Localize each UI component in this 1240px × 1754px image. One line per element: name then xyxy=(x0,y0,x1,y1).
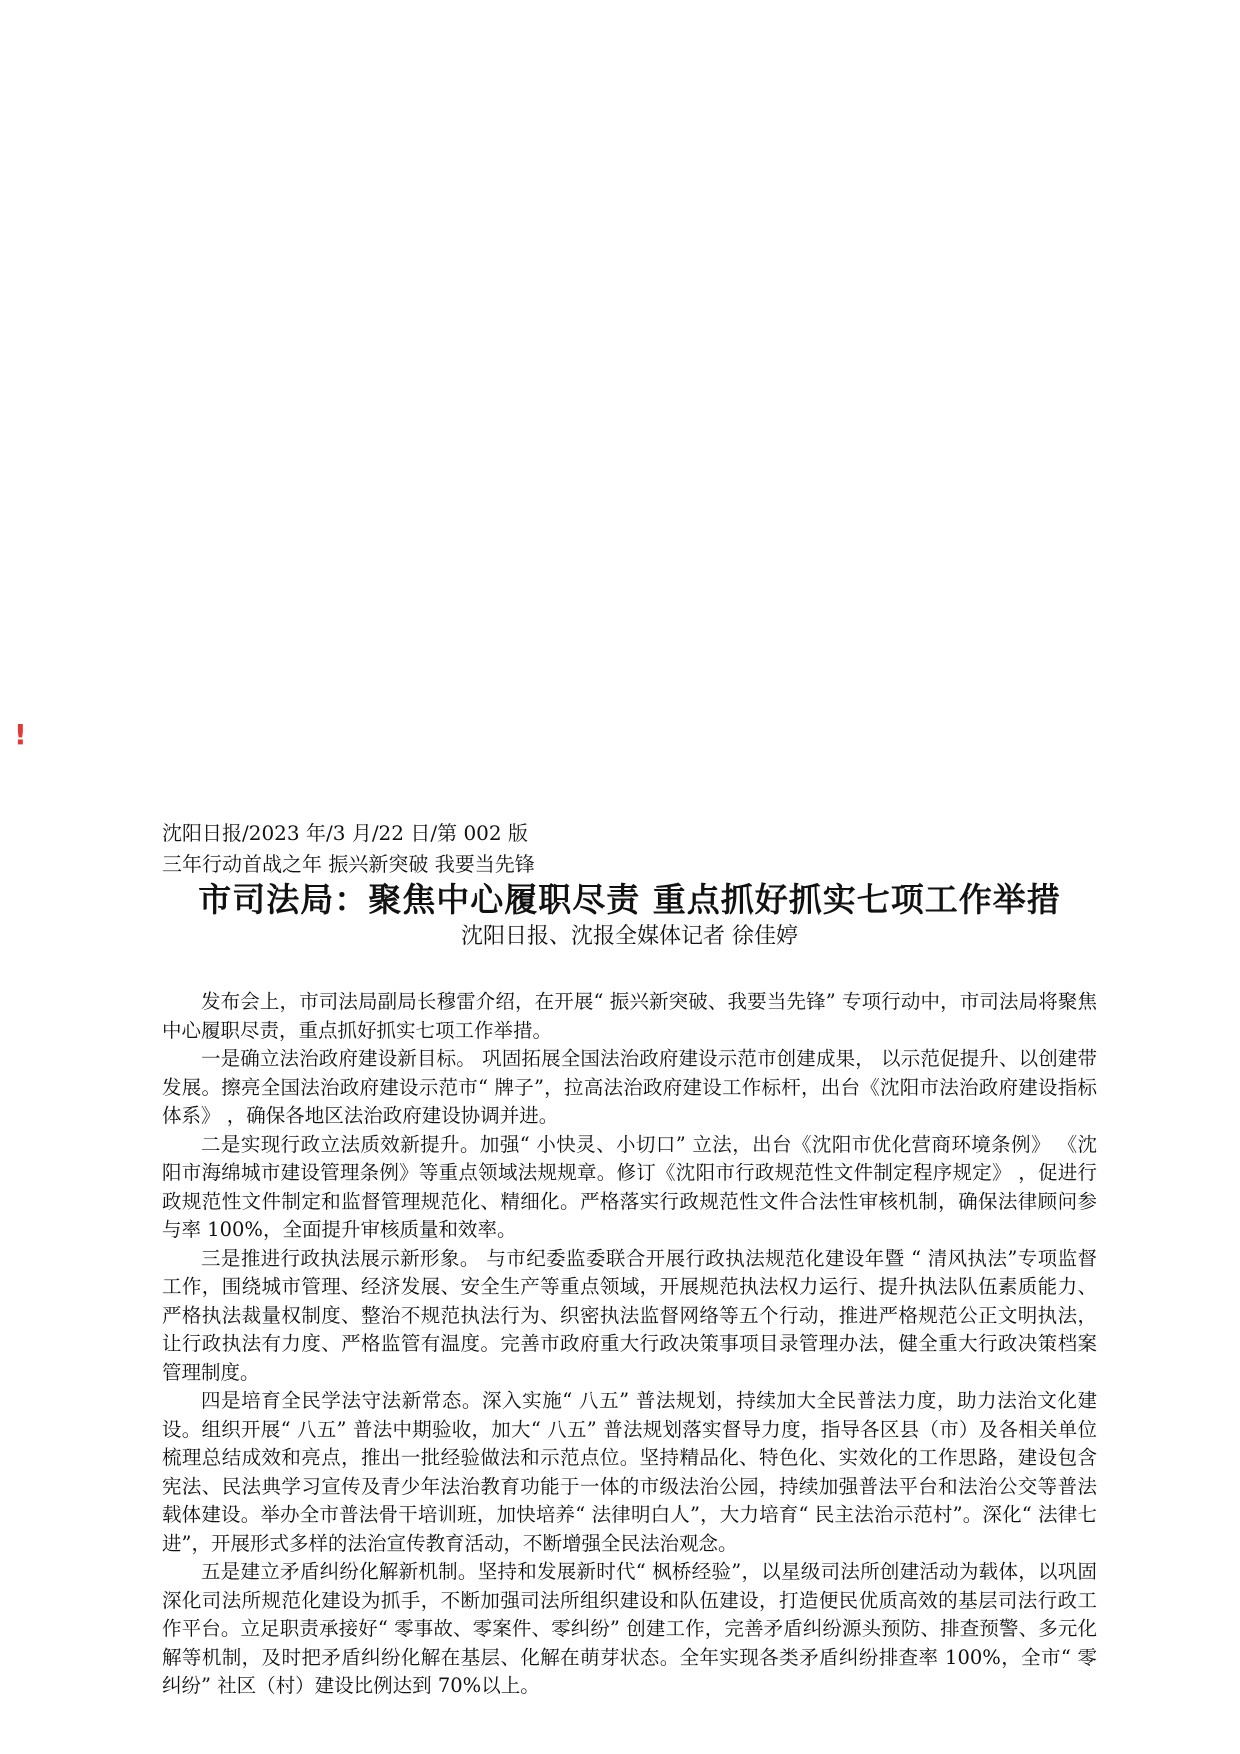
red-exclamation-mark: ! xyxy=(14,718,27,751)
paragraph-intro: 发布会上，市司法局副局长穆雷介绍，在开展“ 振兴新突破、我要当先锋” 专项行动中，市司法局将聚焦中心履职尽责，重点抓好抓实七项工作举措。 xyxy=(162,990,1097,1042)
paragraph-1: 一是确立法治政府建设新目标。 巩固拓展全国法治政府建设示范市创建成果， 以示范促提升、以创建带发展。擦亮全国法治政府建设示范市“ 牌子”，拉高法治政府建设工作标杆，出台《沈阳市法治政府建设指标体系》 ，确保各地区法治政府建设协调并进。 xyxy=(162,1047,1097,1127)
paragraph-5: 五是建立矛盾纠纷化解新机制。坚持和发展新时代“ 枫桥经验”，以星级司法所创建活动为载体，以巩固深化司法所规范化建设为抓手，不断加强司法所组织建设和队伍建设，打造便民优质高效的基层司法行政工作平台。立足职责承接好“ 零事故、零案件、零纠纷” 创建工作，完善矛盾纠纷源头预防、排查预警、多元化解等机制，及时把矛盾纠纷化解在基层、化解在萌芽状态。全年实现各类矛盾纠纷排查率 100%，全市“ 零纠纷” 社区（村）建设比例达到 70%以上。 xyxy=(162,1560,1097,1697)
article xyxy=(162,818,1097,1701)
paragraph-4: 四是培育全民学法守法新常态。深入实施“ 八五” 普法规划，持续加大全民普法力度，助力法治文化建设。组织开展“ 八五” 普法中期验收，加大“ 八五” 普法规划落实督导力度，指导各区县（市）及各相关单位梳理总结成效和亮点，推出一批经验做法和示范点位。坚持精品化、特色化、实效化的工作思路，建设包含宪法、民法典学习宣传及青少年法治教育功能于一体的市级法治公园，持续加强普法平台和法治公交等普法载体建设。举办全市普法骨干培训班，加快培养“ 法律明白人”，大力培育“ 民主法治示范村”。深化“ 法律七进”，开展形式多样的法治宣传教育活动，不断增强全民法治观念。 xyxy=(162,1389,1097,1555)
paragraph-2: 二是实现行政立法质效新提升。加强“ 小快灵、小切口” 立法，出台《沈阳市优化营商环境条例》 《沈阳市海绵城市建设管理条例》等重点领域法规规章。修订《沈阳市行政规范性文件制定程序规定》 ，促进行政规范性文件制定和监督管理规范化、精细化。严格落实行政规范性文件合法性审核机制，确保法律顾问参与率 100%，全面提升审核质量和效率。 xyxy=(162,1132,1097,1241)
publication-source: 沈阳日报/2023 年/3 月/22 日/第 002 版 xyxy=(162,821,528,845)
column-subtitle: 三年行动首战之年 振兴新突破 我要当先锋 xyxy=(162,852,535,876)
article-title: 市司法局：聚焦中心履职尽责 重点抓好抓实七项工作举措 xyxy=(198,880,1061,919)
paragraph-3: 三是推进行政执法展示新形象。 与市纪委监委联合开展行政执法规范化建设年暨 “ 清风执法”专项监督工作，围绕城市管理、经济发展、安全生产等重点领域，开展规范执法权力运行、提升执法队伍素质能力、严格执法裁量权制度、整治不规范执法行为、织密执法监督网络等五个行动，推进严格规范公正文明执法，让行政执法有力度、严格监管有温度。完善市政府重大行政决策事项目录管理办法，健全重大行政决策档案管理制度。 xyxy=(162,1246,1097,1384)
byline: 沈阳日报、沈报全媒体记者 徐佳婷 xyxy=(461,924,798,949)
